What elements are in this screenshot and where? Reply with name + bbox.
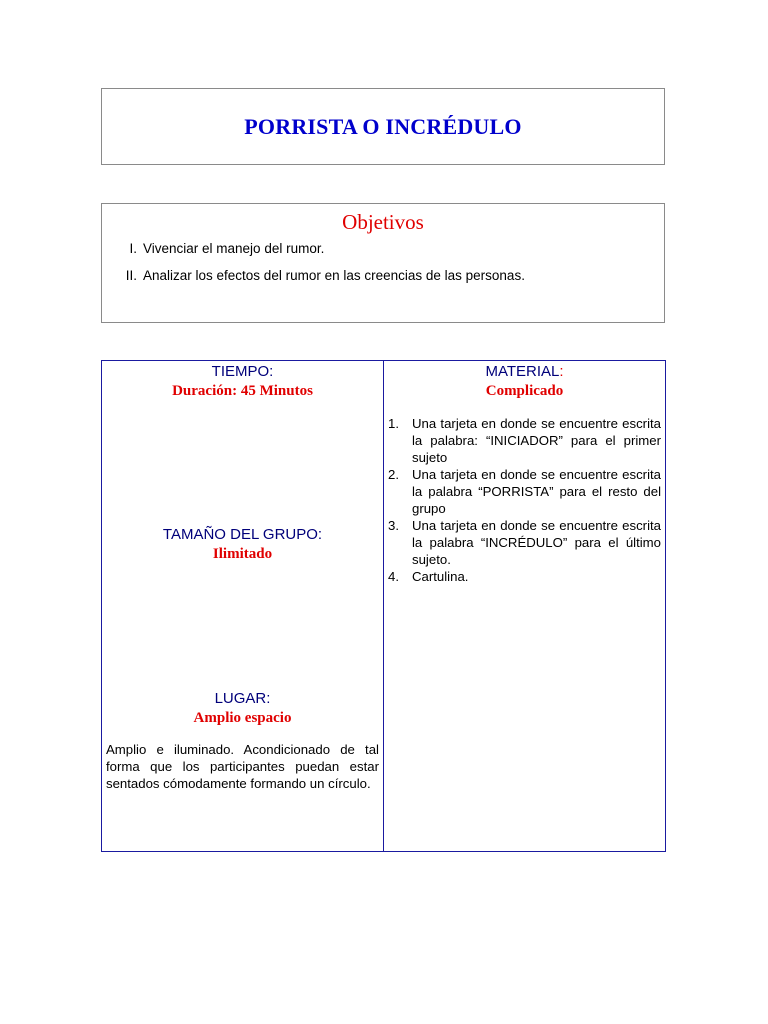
title-box [101,88,665,165]
material-number: 2. [388,467,399,482]
material-item [388,415,661,466]
objective-item [102,241,664,257]
material-text: Una tarjeta en donde se encuentre escrita la palabra: “INICIADOR” para el primer sujeto [412,416,661,465]
material-list [388,415,661,585]
material-label-text: MATERIAL [485,363,560,380]
objective-number: I. [129,241,137,256]
material-number: 3. [388,518,399,533]
material-value: Complicado [485,383,564,399]
tiempo-value: Duración: 45 Minutos [172,383,313,399]
objective-item [102,268,664,284]
objective-text: Analizar los efectos del rumor en las creencias de las personas. [143,268,525,283]
grupo-label: TAMAÑO DEL GRUPO: [162,526,323,543]
material-item [388,568,661,585]
objective-number: II. [125,268,137,283]
material-number: 1. [388,416,399,431]
material-number: 4. [388,569,399,584]
material-item [388,466,661,517]
right-column [384,361,665,851]
tiempo-label: TIEMPO: [211,363,274,380]
objectives-box [101,203,665,323]
lugar-value: Amplio espacio [193,710,292,726]
material-label-colon: : [559,363,564,380]
lugar-label: LUGAR: [214,690,271,707]
material-text: Cartulina. [412,569,469,584]
objectives-heading: Objetivos [342,210,424,234]
info-table [101,360,666,852]
left-column [102,361,383,851]
material-text: Una tarjeta en donde se encuentre escrita la palabra “PORRISTA” para el resto del grupo [412,467,661,516]
objective-text: Vivenciar el manejo del rumor. [143,241,325,256]
grupo-value: Ilimitado [212,546,273,562]
lugar-description: Amplio e iluminado. Acondicionado de tal forma que los participantes puedan estar sentados cómodamente formando un círculo. [106,742,379,791]
material-label [384,363,665,380]
document-title: PORRISTA O INCRÉDULO [244,113,522,139]
material-text: Una tarjeta en donde se encuentre escrita la palabra “INCRÉDULO” para el último sujeto. [412,518,661,567]
material-item [388,517,661,568]
objectives-list [102,241,664,284]
